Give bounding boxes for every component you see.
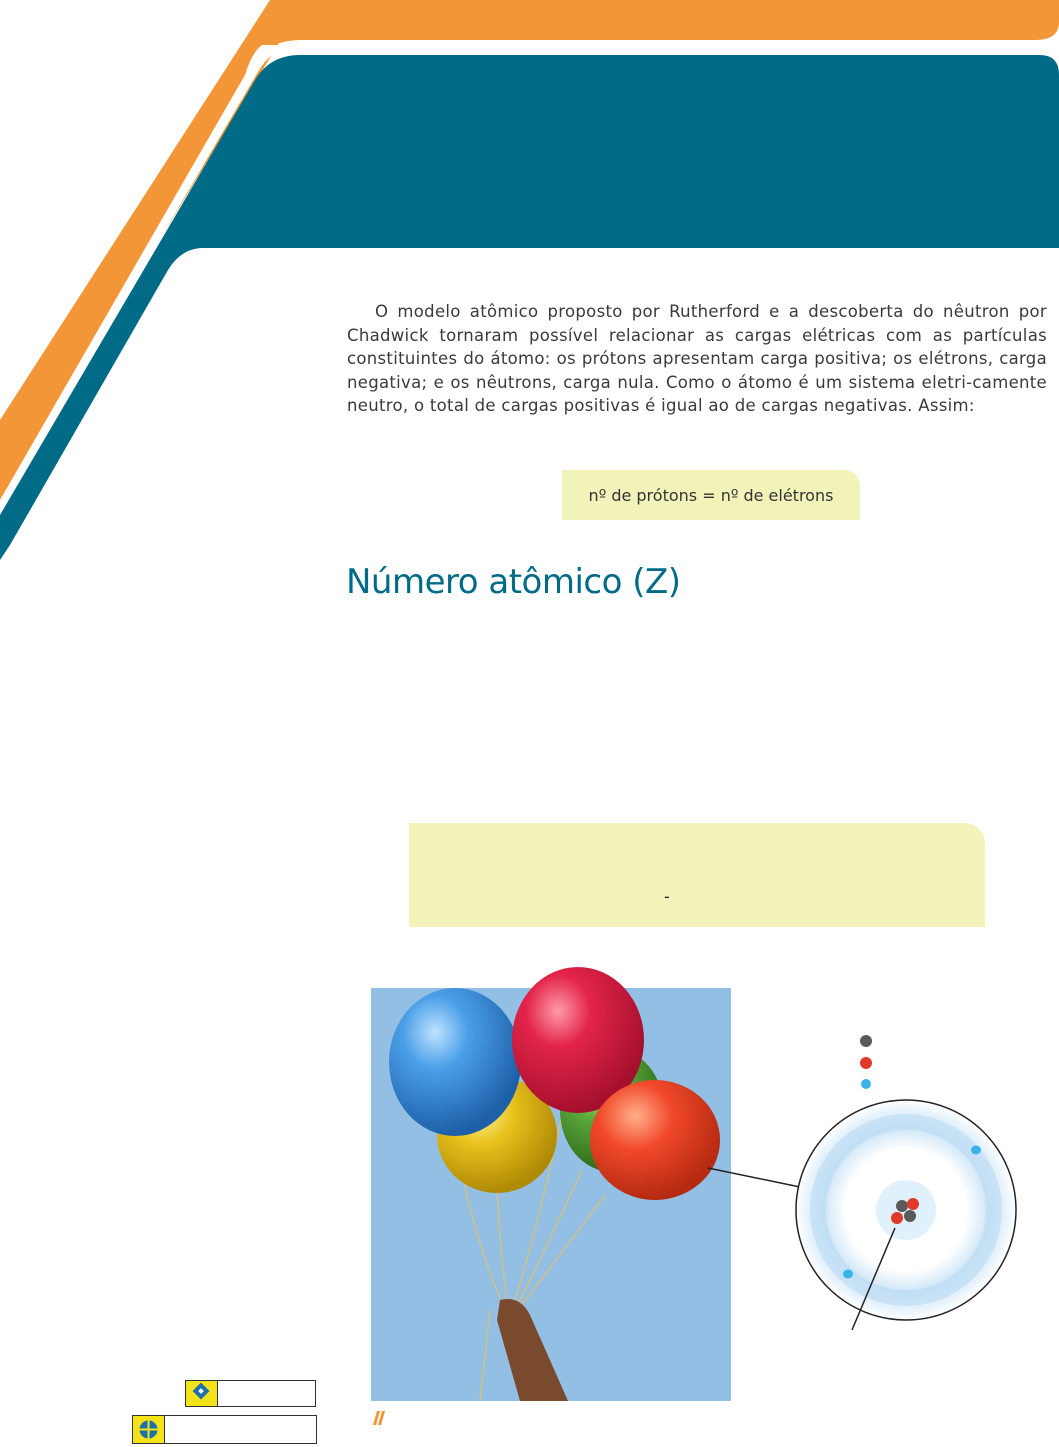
intro-paragraph <box>347 300 1047 418</box>
definition-dash: - <box>664 887 670 906</box>
definition-box <box>409 823 985 927</box>
diamond-grid-icon <box>186 1381 218 1406</box>
caption-slash-icon <box>373 1411 387 1425</box>
section-title: Número atômico (Z) <box>346 562 681 602</box>
formula-text: nº de prótons = nº de elétrons <box>588 485 834 505</box>
intro-text: O modelo atômico proposto por Rutherford e a descoberta do nêutron por Chadwick tornaram possível relacionar as cargas elétricas com as partículas constituintes do átomo: os prótons apresentam carga positiva; os elétrons, carga negativa; e os nêutrons, carga nula. Como o átomo é um sistema eletri-camente neutro, o total de cargas positivas é igual ao de cargas negativas. Assim: <box>347 302 1047 415</box>
balloons-photo <box>371 988 731 1401</box>
margin-tag-2 <box>132 1415 317 1444</box>
crosshair-circle-icon <box>133 1416 165 1443</box>
formula-highlight <box>562 470 860 520</box>
margin-tag-1 <box>185 1380 316 1407</box>
